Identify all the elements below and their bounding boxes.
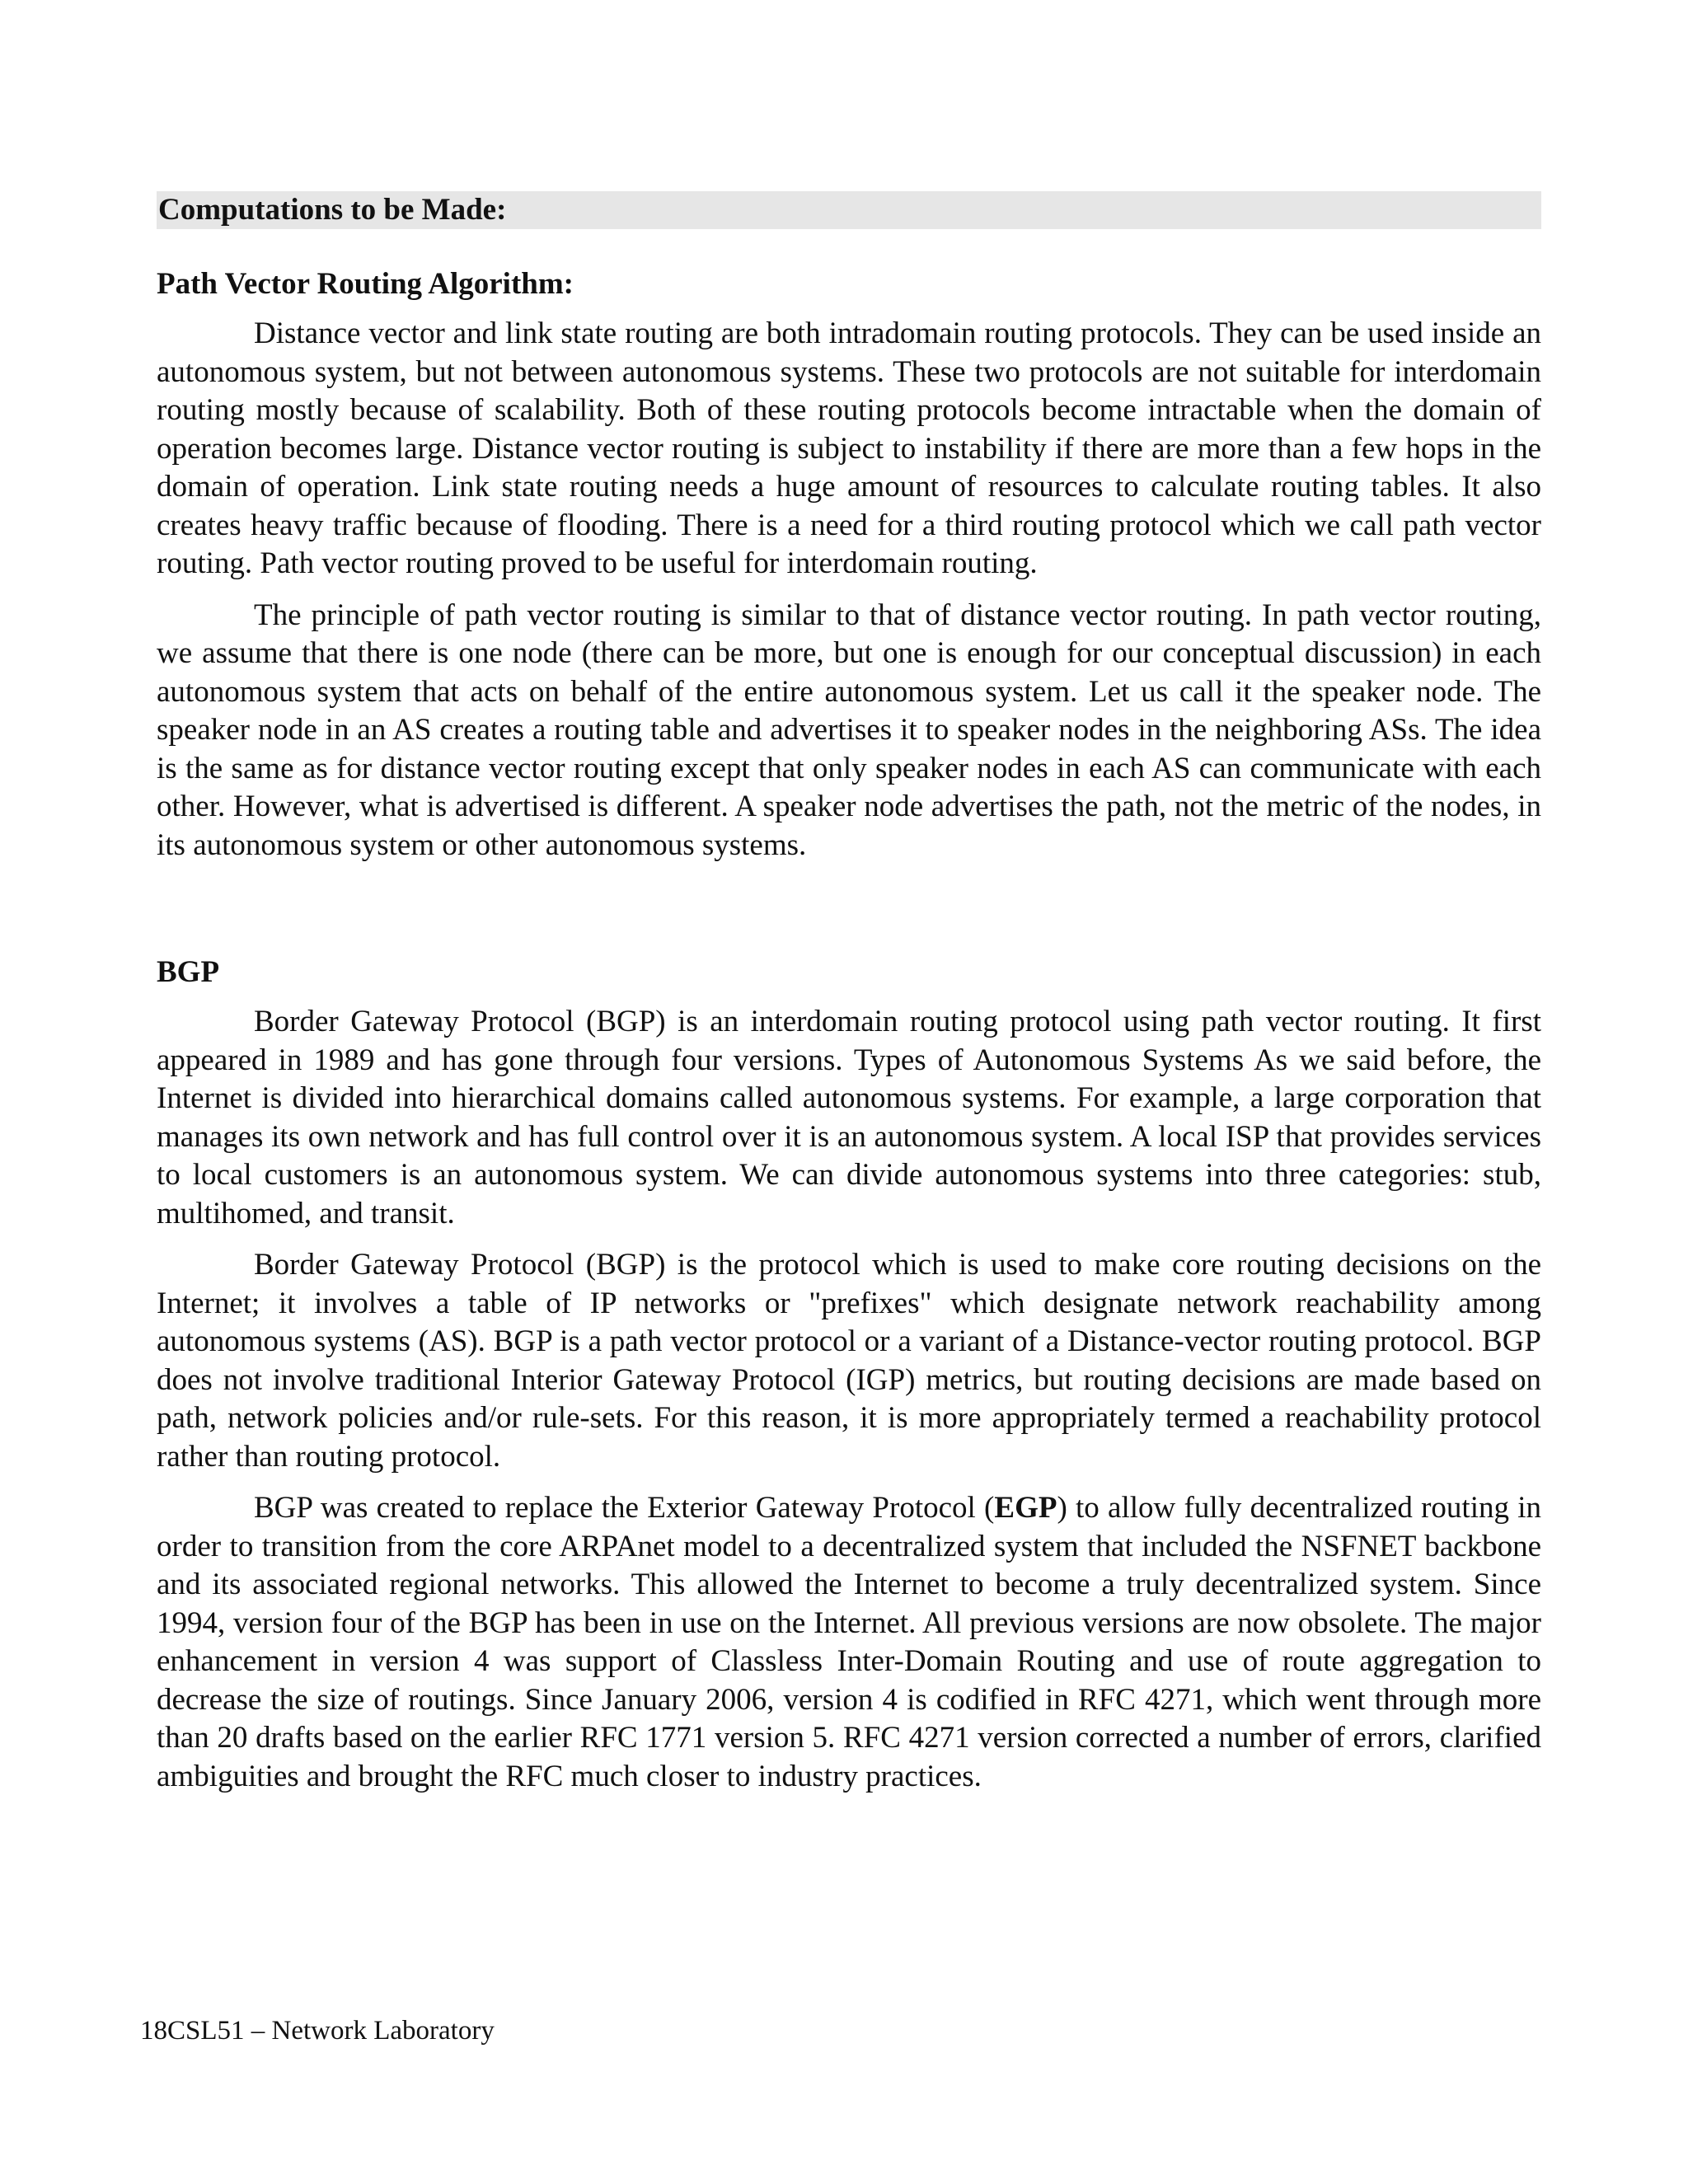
- bgp-paragraph-2: Border Gateway Protocol (BGP) is the protocol which is used to make core routing decisions on the Internet; it involves a table of IP networks or "prefixes" which designate network reachability among autonomous systems (AS). BGP is a path vector protocol or a variant of a Distance-vector routing protocol. BGP does not involve traditional Interior Gateway Protocol (IGP) metrics, but routing decisions are made based on path, network policies and/or rule-sets. For this reason, it is more appropriately termed a reachability protocol rather than routing protocol.: [157, 1248, 1541, 1474]
- bgp-heading: BGP: [157, 955, 220, 989]
- section-spacer: [157, 878, 1541, 954]
- path-vector-paragraph-2: The principle of path vector routing is similar to that of distance vector routing. In path vector routing, we assume that there is one node (there can be more, but one is enough for our conceptual discussion) in each autonomous system that acts on behalf of the entire autonomous system. Let us call it the speaker node. The speaker node in an AS creates a routing table and advertises it to speaker nodes in the neighboring ASs. The idea is the same as for distance vector routing except that only speaker nodes in each AS can communicate with each other. However, what is advertised is different. A speaker node advertises the path, not the metric of the nodes, in its autonomous system or other autonomous systems.: [157, 598, 1541, 862]
- page-footer: 18CSL51 – Network Laboratory: [140, 2016, 495, 2046]
- path-vector-heading: Path Vector Routing Algorithm:: [157, 267, 574, 301]
- section-banner: Computations to be Made:: [157, 191, 1541, 229]
- bgp-paragraph-1: Border Gateway Protocol (BGP) is an interdomain routing protocol using path vector routing. It first appeared in 1989 and has gone through four versions. Types of Autonomous Systems As we said before, the Internet is divided into hierarchical domains called autonomous systems. For example, a large corporation that manages its own network and has full control over it is an autonomous system. A local ISP that provides services to local customers is an autonomous system. We can divide autonomous systems into three categories: stub, multihomed, and transit.: [157, 1005, 1541, 1230]
- egp-text-before: BGP was created to replace the Exterior Gateway Protocol (: [254, 1491, 995, 1525]
- egp-text-after: ) to allow fully decentralized routing in order to transition from the core ARPAnet model to a decentralized system that included the NSFNET backbone and its associated regional networks. This allowed the Internet to become a truly decentralized system. Since 1994, version four of the BGP has been in use on the Internet. All previous versions are now obsolete. The major enhancement in version 4 was support of Classless Inter-Domain Routing and use of route aggregation to decrease the size of routings. Since January 2006, version 4 is codified in RFC 4271, which went through more than 20 drafts based on the earlier RFC 1771 version 5. RFC 4271 version corrected a number of errors, clarified ambiguities and brought the RFC much closer to industry practices.: [157, 1491, 1541, 1793]
- egp-bold-term: EGP: [994, 1491, 1057, 1525]
- path-vector-paragraph-1: Distance vector and link state routing are both intradomain routing protocols. They can be used inside an autonomous system, but not between autonomous systems. These two protocols are not suitable for interdomain routing mostly because of scalability. Both of these routing protocols become intractable when the domain of operation becomes large. Distance vector routing is subject to instability if there are more than a few hops in the domain of operation. Link state routing needs a huge amount of resources to calculate routing tables. It also creates heavy traffic because of flooding. There is a need for a third routing protocol which we call path vector routing. Path vector routing proved to be useful for interdomain routing.: [157, 316, 1541, 580]
- document-page: [157, 191, 1541, 1809]
- bgp-paragraph-3: [157, 1489, 1541, 1796]
